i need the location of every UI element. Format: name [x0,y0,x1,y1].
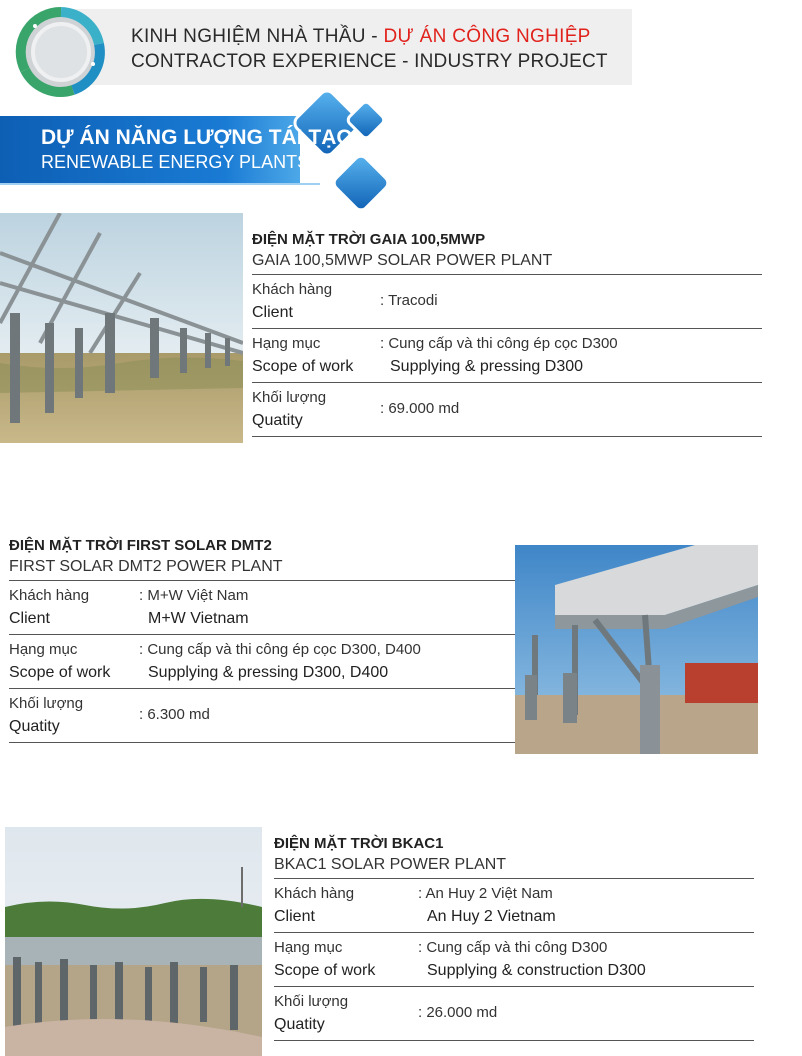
header-title-vi: KINH NGHIỆM NHÀ THẦU - DỰ ÁN CÔNG NGHIỆP [131,26,591,47]
scope-value-en: Supplying & pressing D300, D400 [148,664,389,681]
project-title-vi: ĐIỆN MẶT TRỜI GAIA 100,5MWP [252,231,486,248]
scope-row [252,329,762,383]
scope-label-vi: Hạng mục [252,335,321,352]
quantity-label-vi: Khối lượng [252,389,327,406]
quantity-label-en: Quatity [252,412,303,429]
client-value: : Tracodi [380,292,438,309]
project-title-vi: ĐIỆN MẶT TRỜI BKAC1 [274,835,444,852]
quantity-value: : 26.000 md [418,1004,498,1021]
quantity-row [274,987,754,1041]
solar-pile-structure-photo [0,213,243,443]
quantity-row [9,689,515,743]
project-title-en: BKAC1 SOLAR POWER PLANT [274,854,754,879]
scope-value-en: Supplying & construction D300 [427,962,646,979]
client-label-vi: Khách hàng [9,587,90,604]
client-row [274,879,754,933]
solar-field-piles-photo [5,827,262,1056]
header-title-en: CONTRACTOR EXPERIENCE - INDUSTRY PROJECT [131,51,608,72]
scope-label-vi: Hạng mục [9,641,78,658]
client-label-vi: Khách hàng [274,885,355,902]
client-row [252,275,762,329]
client-row [9,581,515,635]
client-value-vi: : An Huy 2 Việt Nam [418,885,553,902]
section-title-en: RENEWABLE ENERGY PLANTS [41,152,310,172]
client-value-en: An Huy 2 Vietnam [427,908,556,925]
quantity-label-en: Quatity [9,718,60,735]
quantity-value: : 69.000 md [380,400,460,417]
project-title-en: GAIA 100,5MWP SOLAR POWER PLANT [252,250,762,275]
scope-value-vi: : Cung cấp và thi công D300 [418,939,608,956]
quantity-row [252,383,762,437]
solar-panel-frame-photo [515,545,758,754]
client-label-en: Client [9,610,50,627]
scope-value-en: Supplying & pressing D300 [390,358,584,375]
quantity-value: : 6.300 md [139,706,210,723]
project-gaia [252,229,762,437]
company-logo-icon [13,4,109,100]
client-value-vi: : M+W Việt Nam [139,587,249,604]
section-title-vi: DỰ ÁN NĂNG LƯỢNG TÁI TẠO [41,126,353,149]
quantity-label-vi: Khối lượng [9,695,84,712]
scope-label-en: Scope of work [252,358,354,375]
scope-value-vi: : Cung cấp và thi công ép cọc D300 [380,335,618,352]
client-label-en: Client [274,908,315,925]
client-label-en: Client [252,304,293,321]
scope-label-vi: Hạng mục [274,939,343,956]
client-value-en: M+W Vietnam [148,610,249,627]
project-title-vi: ĐIỆN MẶT TRỜI FIRST SOLAR DMT2 [9,537,272,554]
quantity-label-vi: Khối lượng [274,993,349,1010]
scope-label-en: Scope of work [9,664,111,681]
scope-value-vi: : Cung cấp và thi công ép cọc D300, D400 [139,641,421,658]
quantity-label-en: Quatity [274,1016,325,1033]
project-title-en: FIRST SOLAR DMT2 POWER PLANT [9,556,515,581]
scope-row [274,933,754,987]
project-first-solar [9,535,515,743]
scope-label-en: Scope of work [274,962,376,979]
header-title-accent: DỰ ÁN CÔNG NGHIỆP [383,26,591,47]
scope-row [9,635,515,689]
project-bkac1 [274,833,754,1041]
client-label-vi: Khách hàng [252,281,333,298]
